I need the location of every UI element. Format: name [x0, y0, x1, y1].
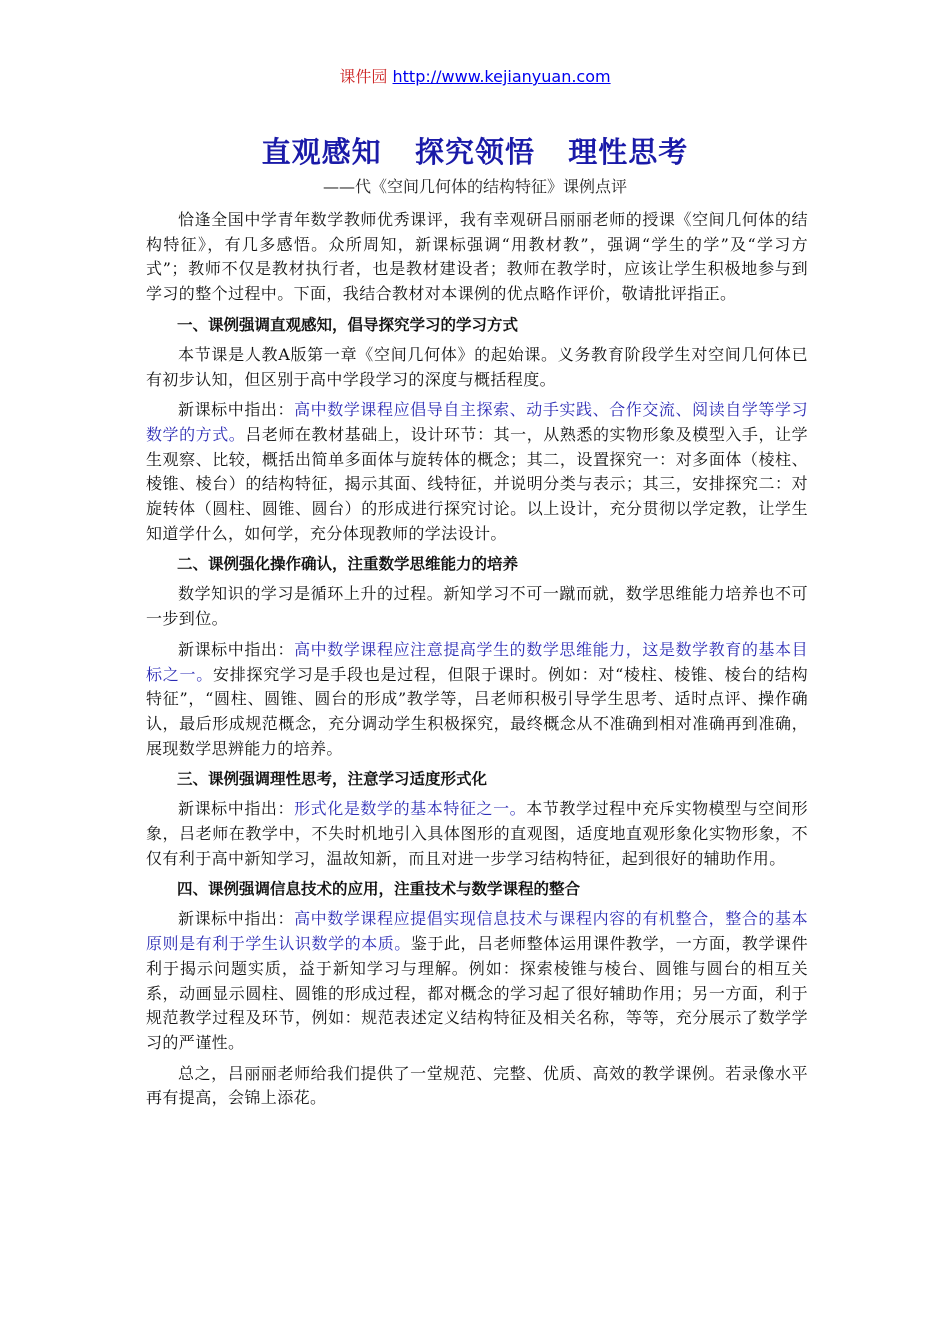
section-3-paragraph-1 [146, 797, 808, 871]
section-3-heading: 三、课例强调理性思考，注意学习适度形式化 [177, 770, 488, 789]
section-4-paragraph-1 [146, 907, 808, 1055]
section-2-quote: 高中数学课程应注意提高学生的数学思维能力，这是数学教育的基本目标之一。 [146, 639, 808, 684]
article-title [0, 134, 950, 170]
section-4-rest: 鉴于此，吕老师整体运用课件教学，一方面，教学课件利于揭示问题实质，益于新知学习与理解。例如：探索棱锥与棱台、圆锥与圆台的相互关系，动画显示圆柱、圆锥的形成过程，都对概念的学习起了很好辅助作用；另一方面，利于规范教学过程及环节，例如：规范表述定义结构特征及相关名称，等等，充分展示了数学学习的严谨性。 [146, 934, 808, 1052]
article-subtitle: ——代《空间几何体的结构特征》课例点评 [322, 177, 627, 196]
section-3-lead: 新课标中指出： [178, 799, 295, 819]
section-2-rest: 安排探究学习是手段也是过程，但限于课时。例如：对“棱柱、棱锥、棱台的结构特征”，“圆柱、圆锥、圆台的形成”教学等，吕老师积极引导学生思考、适时点评、操作确认，最后形成规范概念，充分调动学生积极探究，最终概念从不准确到相对准确再到准确，展现数学思辨能力的培养。 [146, 664, 808, 758]
section-1-heading: 一、课例强调直观感知，倡导探究学习的学习方式 [177, 315, 519, 334]
section-4-quote: 高中数学课程应提倡实现信息技术与课程内容的有机整合，整合的基本原则是有利于学生认识数学的本质。 [146, 909, 808, 954]
article-body [146, 208, 808, 1117]
section-1-paragraph-1: 本节课是人教A版第一章《空间几何体》的起始课。义务教育阶段学生对空间几何体已有初步认知，但区别于高中学段学习的深度与概括程度。 [146, 344, 808, 389]
section-2-heading: 二、课例强化操作确认，注重数学思维能力的培养 [177, 555, 519, 574]
site-header [0, 66, 950, 88]
section-1-lead: 新课标中指出： [178, 400, 295, 420]
title-part-1: 直观感知 [261, 135, 382, 169]
section-4-lead: 新课标中指出： [178, 909, 295, 929]
site-url-link[interactable]: http://www.kejianyuan.com [392, 67, 611, 86]
title-part-2: 探究领悟 [414, 135, 535, 169]
section-1-rest: 吕老师在教材基础上，设计环节：其一，从熟悉的实物形象及模型入手，让学生观察、比较，概括出简单多面体与旋转体的概念；其二，设置探究一：对多面体（棱柱、棱锥、棱台）的结构特征，揭示其面、线特征，并说明分类与表示；其三，安排探究二：对旋转体（圆柱、圆锥、圆台）的形成进行探究讨论。以上设计，充分贯彻以学定教，让学生知道学什么，如何学，充分体现教师的学法设计。 [146, 424, 808, 543]
section-2-paragraph-2 [146, 638, 808, 762]
section-1-paragraph-2 [146, 398, 808, 546]
intro-paragraph: 恰逢全国中学青年数学教师优秀课评，我有幸观研吕丽丽老师的授课《空间几何体的结构特征》，有几多感悟。众所周知，新课标强调“用教材教”，强调“学生的学”及“学习方式”；教师不仅是教材执行者，也是教材建设者；教师在教学时，应该让学生积极地参与到学习的整个过程中。下面，我结合教材对本课例的优点略作评价，敬请批评指正。 [146, 210, 808, 304]
section-3-rest: 本节教学过程中充斥实物模型与空间形象，吕老师在教学中，不失时机地引入具体图形的直观图，适度地直观形象化实物形象，不仅有利于高中新知学习，温故知新，而且对进一步学习结构特征，起到很好的辅助作用。 [146, 799, 808, 868]
section-3-quote: 形式化是数学的基本特征之一。 [294, 799, 527, 819]
conclusion-paragraph: 总之，吕丽丽老师给我们提供了一堂规范、完整、优质、高效的教学课例。若录像水平再有提高，会锦上添花。 [146, 1063, 808, 1108]
section-4-heading: 四、课例强调信息技术的应用，注重技术与数学课程的整合 [177, 880, 581, 899]
site-name: 课件园 [339, 67, 388, 86]
title-part-3: 理性思考 [568, 135, 689, 169]
section-2-lead: 新课标中指出： [178, 639, 295, 659]
section-2-paragraph-1: 数学知识的学习是循环上升的过程。新知学习不可一蹴而就，数学思维能力培养也不可一步到位。 [146, 584, 808, 629]
section-1-quote: 高中数学课程应倡导自主探索、动手实践、合作交流、阅读自学等学习数学的方式。 [146, 400, 808, 444]
